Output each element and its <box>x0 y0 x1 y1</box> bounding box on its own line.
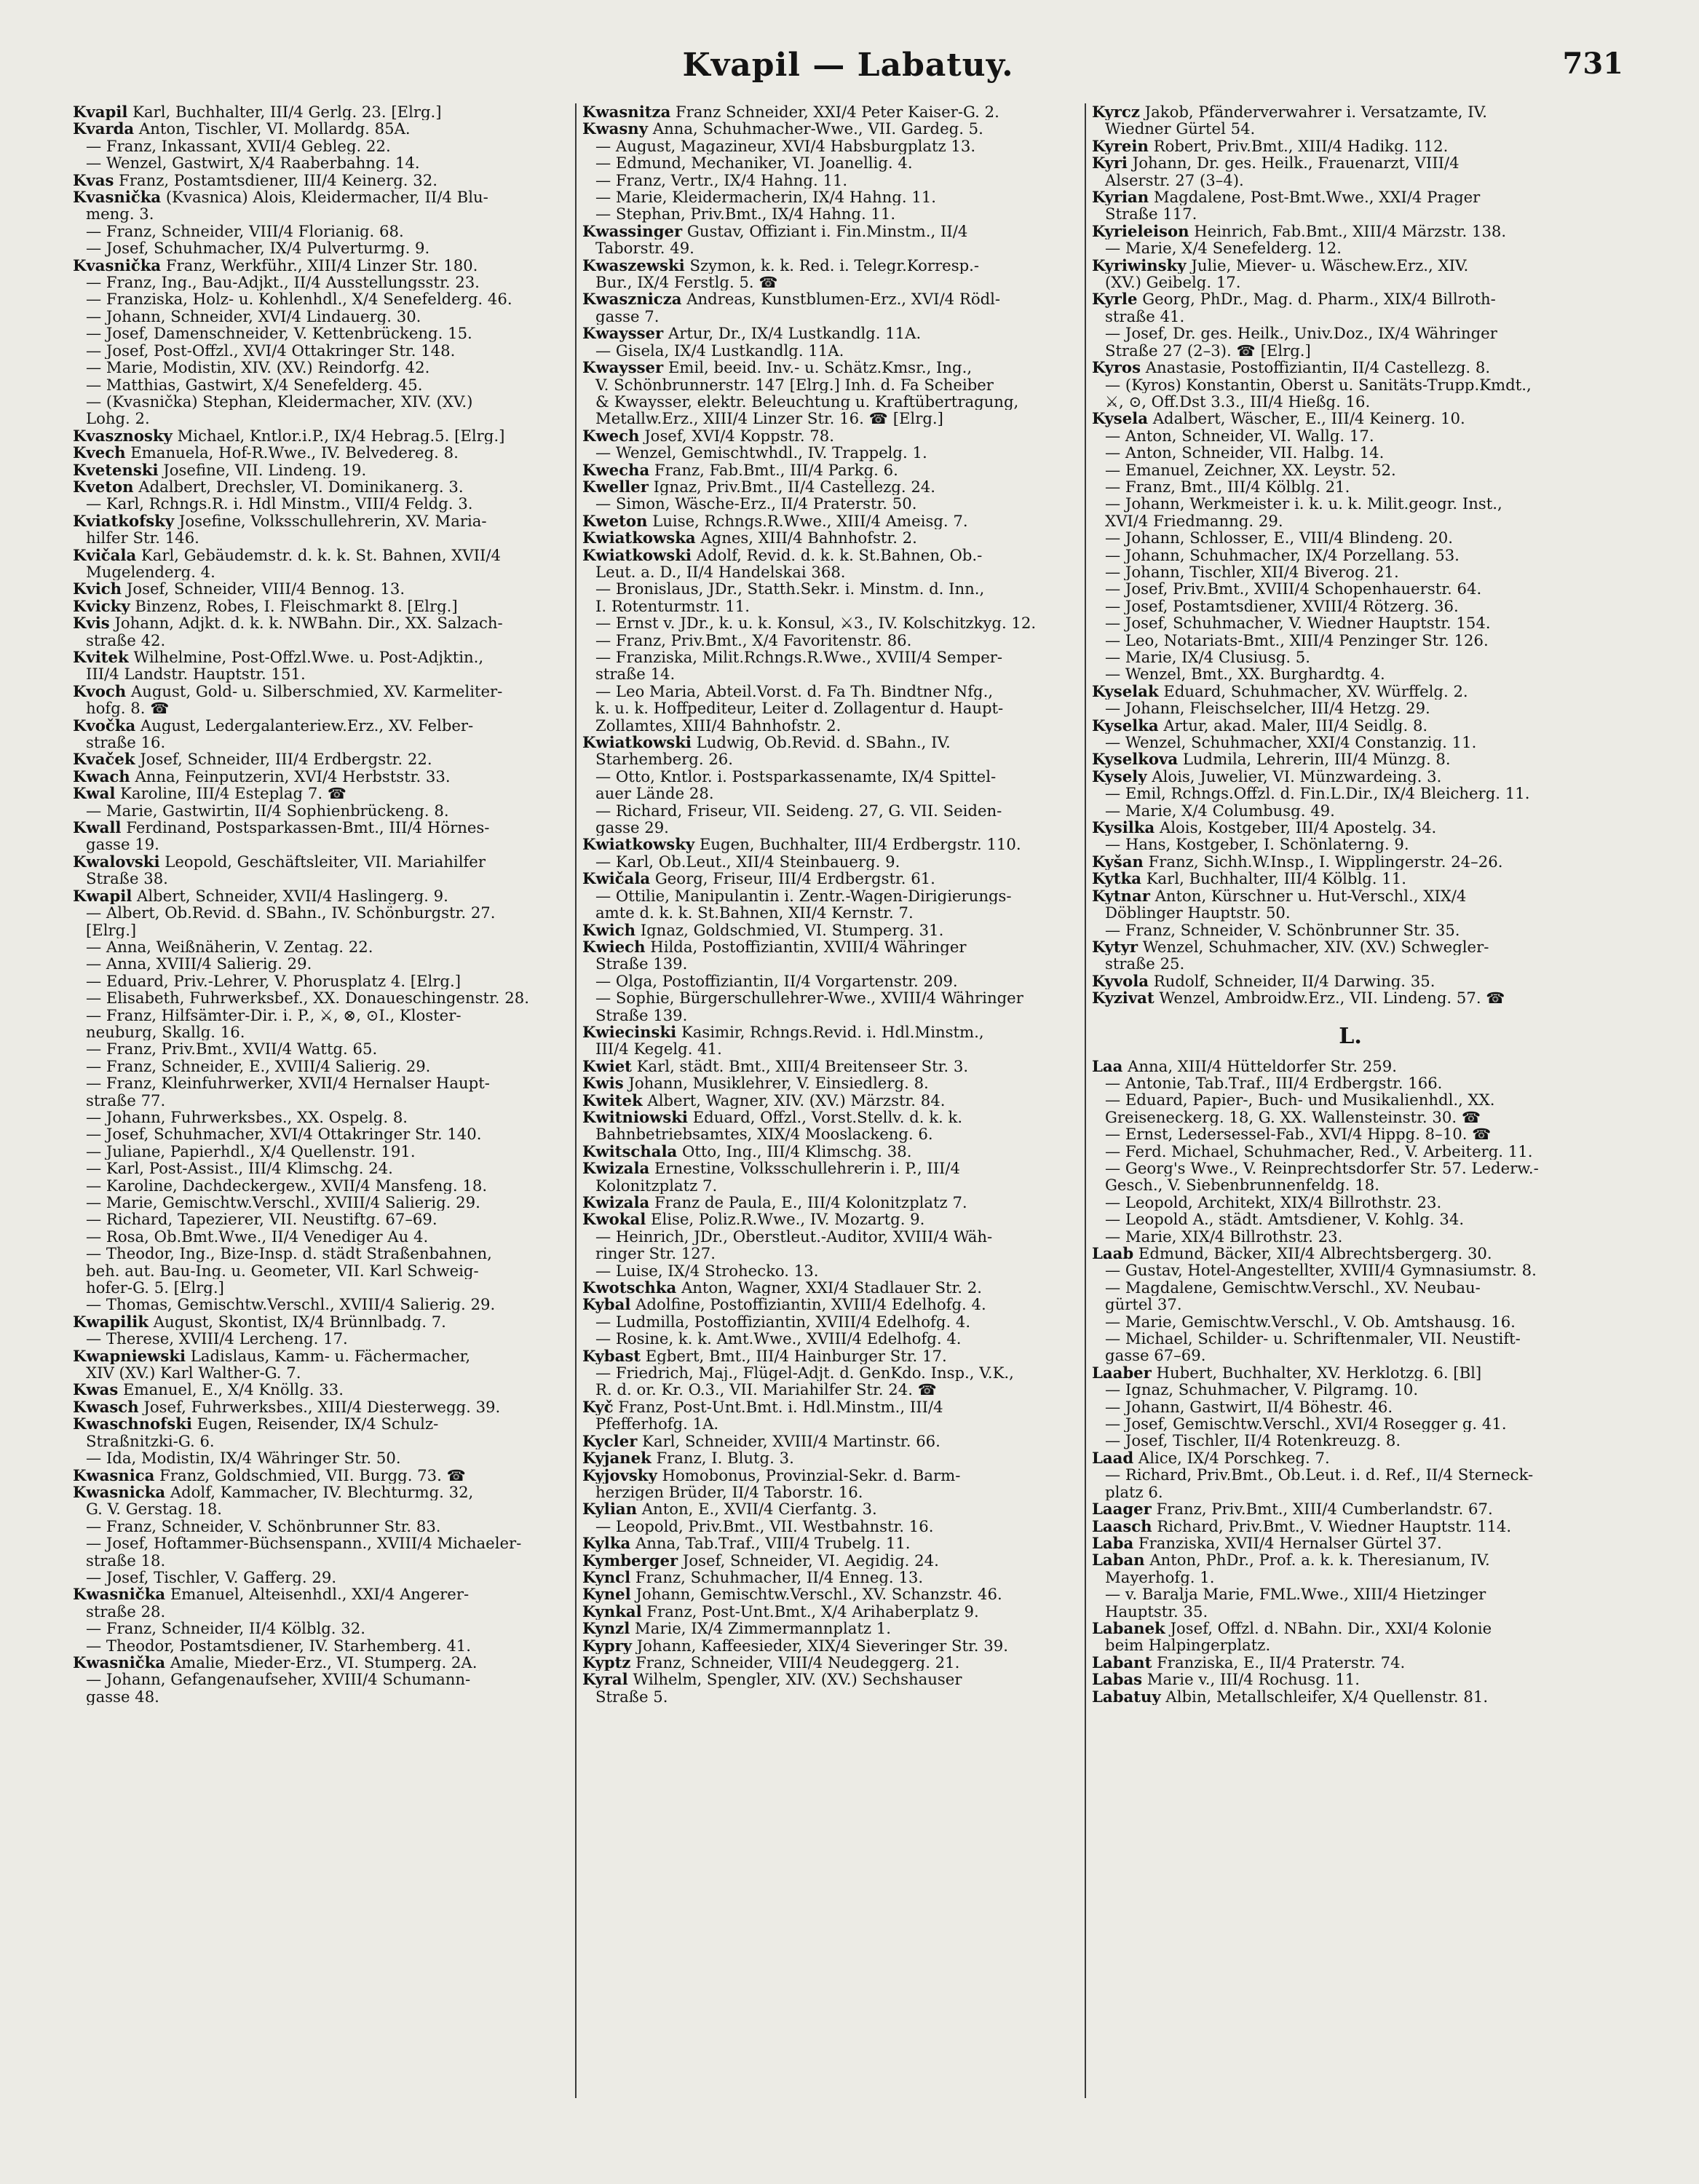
entry-sub-line: — Edmund, Mechaniker, VI. Joanellig. 4. <box>595 154 913 172</box>
entry-head-line: Kwitniowski Eduard, Offzl., Vorst.Stellv. d. k. k. <box>582 1108 963 1126</box>
entry-sub-line: — Josef, Damenschneider, V. Kettenbrückeng. 15. <box>86 325 472 342</box>
entry-sub-line: — Bronislaus, JDr., Statth.Sekr. i. Minstm. d. Inn., <box>595 580 985 598</box>
entry-sub-line: — Johann, Werkmeister i. k. u. k. Milit.geogr. Inst., <box>1105 495 1502 513</box>
entry-continuation-line: Straße 27 (2–3). ☎ [Elrg.] <box>1105 341 1311 360</box>
entry-continuation-line: gasse 7. <box>595 307 660 325</box>
entry-head-line: Kwiatkowsky Eugen, Buchhalter, III/4 Erdbergstr. 110. <box>582 836 1021 853</box>
entry-head-line: Kvarda Anton, Tischler, VI. Mollardg. 85A. <box>73 120 411 138</box>
entry-sub-line: — Therese, XVIII/4 Lercheng. 17. <box>86 1330 348 1348</box>
entry-sub-line: — Josef, Schuhmacher, IX/4 Pulverturmg. 9. <box>86 240 430 257</box>
entry-continuation-line: Straße 5. <box>595 1688 668 1706</box>
entry-sub-line: — August, Magazineur, XVI/4 Habsburgplatz 13. <box>595 137 976 155</box>
entry-continuation-line: Straße 38. <box>86 870 168 887</box>
entry-sub-line: — Franz, Kleinfuhrwerker, XVII/4 Hernalser Haupt- <box>86 1075 490 1092</box>
entry-sub-line: — Ida, Modistin, IX/4 Währinger Str. 50. <box>86 1449 401 1467</box>
entry-head-line: Laa Anna, XIII/4 Hütteldorfer Str. 259. <box>1092 1057 1397 1075</box>
entry-continuation-line: [Elrg.] <box>86 921 137 938</box>
column-divider <box>1085 103 1086 2098</box>
entry-head-line: Kyncl Franz, Schuhmacher, II/4 Enneg. 13. <box>582 1568 924 1586</box>
entry-sub-line: — Franz, Ing., Bau-Adjkt., II/4 Ausstellungsstr. 23. <box>86 274 480 291</box>
column-3 <box>1092 103 1609 2098</box>
entry-continuation-line: gasse 67–69. <box>1105 1347 1206 1364</box>
entry-head-line: Kyjovsky Homobonus, Provinzial-Sekr. d. Barm- <box>582 1466 961 1484</box>
entry-continuation-line: Wiedner Gürtel 54. <box>1105 120 1256 138</box>
entry-head-line: Kwaysser Artur, Dr., IX/4 Lustkandlg. 11A. <box>582 325 922 342</box>
entry-sub-line: — Marie, X/4 Senefelderg. 12. <box>1105 240 1342 257</box>
entry-head-line: Kwich Ignaz, Goldschmied, VI. Stumperg. 31. <box>582 921 944 938</box>
entry-head-line: Kyšan Franz, Sichh.W.Insp., I. Wipplingerstr. 24–26. <box>1092 852 1503 871</box>
entry-head-line: Kvich Josef, Schneider, VIII/4 Bennog. 13. <box>73 580 405 598</box>
entry-sub-line: — Leopold, Architekt, XIX/4 Billrothstr. 23. <box>1105 1193 1442 1211</box>
entry-sub-line: — Karl, Rchngs.R. i. Hdl Minstm., VIII/4 Feldg. 3. <box>86 495 473 513</box>
entry-sub-line: — Wenzel, Bmt., XX. Burghardtg. 4. <box>1105 665 1385 683</box>
entry-head-line: Labatuy Albin, Metallschleifer, X/4 Quellenstr. 81. <box>1092 1688 1489 1705</box>
entry-sub-line: — Karoline, Dachdeckergew., XVII/4 Mansfeng. 18. <box>86 1176 488 1194</box>
entry-sub-line: — v. Baralja Marie, FML.Wwe., XIII/4 Hietzinger <box>1105 1586 1486 1603</box>
entry-sub-line: — Franz, Schneider, V. Schönbrunner Str. 83. <box>86 1517 441 1535</box>
entry-continuation-line: gasse 19. <box>86 836 159 853</box>
entry-head-line: Kylian Anton, E., XVII/4 Cierfantg. 3. <box>582 1500 877 1518</box>
entry-sub-line: — Rosa, Ob.Bmt.Wwe., II/4 Venediger Au 4. <box>86 1227 429 1246</box>
entry-head-line: Kyselak Eduard, Schuhmacher, XV. Würffelg. 2. <box>1092 682 1468 700</box>
entry-head-line: Kyjanek Franz, I. Blutg. 3. <box>582 1449 794 1467</box>
entry-sub-line: — Johann, Fleischselcher, III/4 Hetzg. 29. <box>1105 700 1430 717</box>
entry-continuation-line: Hauptstr. 35. <box>1105 1602 1208 1620</box>
entry-head-line: Kyros Anastasie, Postoffiziantin, II/4 Castellezg. 8. <box>1092 359 1491 376</box>
entry-sub-line: — Johann, Schneider, XVI/4 Lindauerg. 30. <box>86 307 421 325</box>
entry-sub-line: — Gisela, IX/4 Lustkandlg. 11A. <box>595 341 844 360</box>
entry-head-line: Kyrein Robert, Priv.Bmt., XIII/4 Hadikg. 112. <box>1092 137 1449 155</box>
entry-head-line: Kwotschka Anton, Wagner, XXI/4 Stadlauer Str. 2. <box>582 1279 982 1297</box>
entry-head-line: Kyri Johann, Dr. ges. Heilk., Frauenarzt, VIII/4 <box>1092 154 1460 172</box>
entry-sub-line: — Franz, Schneider, V. Schönbrunner Str. 35. <box>1105 921 1460 938</box>
entry-head-line: Kwasch Josef, Fuhrwerksbes., XIII/4 Diesterwegg. 39. <box>73 1398 501 1416</box>
entry-continuation-line: hilfer Str. 146. <box>86 529 199 547</box>
entry-continuation-line: Straße 139. <box>595 955 688 973</box>
entry-sub-line: — Leo, Notariats-Bmt., XIII/4 Penzinger Str. 126. <box>1105 631 1489 649</box>
entry-sub-line: — Marie, IX/4 Clusiusg. 5. <box>1105 649 1311 666</box>
entry-head-line: Laaber Hubert, Buchhalter, XV. Herklotzg. 6. [Bl] <box>1092 1364 1482 1382</box>
entry-head-line: Kwičala Georg, Friseur, III/4 Erdbergstr. 61. <box>582 870 935 887</box>
entry-sub-line: — Wenzel, Schuhmacher, XXI/4 Constanzig. 11. <box>1105 734 1477 751</box>
entry-head-line: Kymberger Josef, Schneider, VI. Aegidig. 24. <box>582 1551 939 1569</box>
entry-sub-line: — Ignaz, Schuhmacher, V. Pilgramg. 10. <box>1105 1381 1419 1398</box>
entry-sub-line: — Josef, Post-Offzl., XVI/4 Ottakringer Str. 148. <box>86 341 456 360</box>
entry-sub-line: — Wenzel, Gastwirt, X/4 Raaberbahng. 14. <box>86 154 420 172</box>
entry-continuation-line: (XV.) Geibelg. 17. <box>1105 274 1241 291</box>
entry-sub-line: — Richard, Tapezierer, VII. Neustiftg. 67–69. <box>86 1211 437 1228</box>
entry-sub-line: — Antonie, Tab.Traf., III/4 Erdbergstr. 166. <box>1105 1074 1443 1092</box>
entry-sub-line: — Marie, Kleidermacherin, IX/4 Hahng. 11. <box>595 189 937 206</box>
entry-head-line: Labant Franziska, E., II/4 Praterstr. 74. <box>1092 1653 1406 1671</box>
entry-sub-line: — Richard, Priv.Bmt., Ob.Leut. i. d. Ref., II/4 Sterneck- <box>1105 1466 1534 1484</box>
entry-continuation-line: Pfefferhofg. 1A. <box>595 1415 719 1433</box>
entry-head-line: Kytnar Anton, Kürschner u. Hut-Verschl., XIX/4 <box>1092 887 1467 905</box>
entry-sub-line: — Franz, Priv.Bmt., X/4 Favoritenstr. 86. <box>595 631 912 649</box>
entry-sub-line: — Magdalene, Gemischtw.Verschl., XV. Neubau- <box>1105 1278 1481 1297</box>
entry-continuation-line: gasse 48. <box>86 1688 159 1706</box>
entry-continuation-line: beim Halpingerplatz. <box>1105 1637 1271 1654</box>
entry-continuation-line: hofg. 8. ☎ <box>86 700 170 717</box>
entry-head-line: Kwokal Elise, Poliz.R.Wwe., IV. Mozartg. 9. <box>582 1211 925 1228</box>
entry-head-line: Kwall Ferdinand, Postsparkassen-Bmt., III/4 Hörnes- <box>73 819 490 836</box>
entry-head-line: Laasch Richard, Priv.Bmt., V. Wiedner Hauptstr. 114. <box>1092 1517 1512 1535</box>
entry-head-line: Kwiecinski Kasimir, Rchngs.Revid. i. Hdl.Minstm., <box>582 1023 984 1041</box>
entry-continuation-line: Alserstr. 27 (3–4). <box>1105 171 1244 189</box>
entry-head-line: Kyrle Georg, PhDr., Mag. d. Pharm., XIX/4 Billroth- <box>1092 290 1496 308</box>
entry-head-line: Kynel Johann, Gemischtw.Verschl., XV. Schanzstr. 46. <box>582 1586 1002 1603</box>
entry-sub-line: — Josef, Tischler, II/4 Rotenkreuzg. 8. <box>1105 1432 1401 1449</box>
entry-sub-line: — Michael, Schilder- u. Schriftenmaler, VII. Neustift- <box>1105 1330 1521 1348</box>
entry-head-line: Kyselkova Ludmila, Lehrerin, III/4 Münzg. 8. <box>1092 751 1451 768</box>
entry-sub-line: — Friedrich, Maj., Flügel-Adjt. d. GenKdo. Insp., V.K., <box>595 1364 1014 1382</box>
entry-head-line: Kwasny Anna, Schuhmacher-Wwe., VII. Gardeg. 5. <box>582 120 983 138</box>
entry-head-line: Kvapil Karl, Buchhalter, III/4 Gerlg. 23. [Elrg.] <box>73 103 442 121</box>
entry-head-line: Kypry Johann, Kaffeesieder, XIX/4 Sieveringer Str. 39. <box>582 1637 1008 1654</box>
entry-continuation-line: III/4 Kegelg. 41. <box>595 1040 722 1058</box>
entry-sub-line: — (Kvasnička) Stephan, Kleidermacher, XIV. (XV.) <box>86 392 473 411</box>
entry-continuation-line: XVI/4 Friedmanng. 29. <box>1105 512 1283 530</box>
entry-continuation-line: herzigen Brüder, II/4 Taborstr. 16. <box>595 1483 863 1501</box>
entry-sub-line: — Georg's Wwe., V. Reinprechtsdorfer Str. 57. Lederw.- <box>1105 1159 1539 1177</box>
entry-sub-line: — Marie, Gemischtw.Verschl., XVIII/4 Salierig. 29. <box>86 1194 480 1211</box>
entry-continuation-line: Bur., IX/4 Ferstlg. 5. ☎ <box>595 274 778 291</box>
entry-head-line: Kwaysser Emil, beeid. Inv.- u. Schätz.Kmsr., Ing., <box>582 359 973 376</box>
entry-head-line: Kwalovski Leopold, Geschäftsleiter, VII. Mariahilfer <box>73 852 486 871</box>
entry-head-line: Kwal Karoline, III/4 Esteplag 7. ☎ <box>73 785 347 802</box>
entry-head-line: Kwitschala Otto, Ing., III/4 Klimschg. 38. <box>582 1142 912 1160</box>
entry-sub-line: — Leopold A., städt. Amtsdiener, V. Kohlg. 34. <box>1105 1211 1465 1228</box>
entry-continuation-line: ⚔, ⊙, Off.Dst 3.3., III/4 Hießg. 16. <box>1105 392 1371 411</box>
entry-sub-line: — Anton, Schneider, VII. Halbg. 14. <box>1105 444 1385 462</box>
entry-head-line: Kytyr Wenzel, Schuhmacher, XIV. (XV.) Schwegler- <box>1092 938 1489 956</box>
entry-sub-line: — Richard, Friseur, VII. Seideng. 27, G. VII. Seiden- <box>595 802 1002 820</box>
entry-sub-line: — Josef, Schuhmacher, V. Wiedner Hauptstr. 154. <box>1105 614 1491 632</box>
entry-head-line: Kweller Ignaz, Priv.Bmt., II/4 Castellezg. 24. <box>582 478 936 496</box>
entry-head-line: Kvas Franz, Postamtsdiener, III/4 Keinerg. 32. <box>73 171 437 189</box>
entry-continuation-line: straße 18. <box>86 1551 166 1569</box>
entry-sub-line: — (Kyros) Konstantin, Oberst u. Sanitäts-Trupp.Kmdt., <box>1105 376 1532 393</box>
entry-sub-line: — Emil, Rchngs.Offzl. d. Fin.L.Dir., IX/4 Bleicherg. 11. <box>1105 785 1530 802</box>
entry-continuation-line: platz 6. <box>1105 1483 1163 1501</box>
entry-head-line: Kysely Alois, Juwelier, VI. Münzwardeing. 3. <box>1092 767 1442 786</box>
entry-continuation-line: G. V. Gerstag. 18. <box>86 1500 223 1518</box>
entry-head-line: Kycler Karl, Schneider, XVIII/4 Martinstr. 66. <box>582 1432 940 1450</box>
entry-head-line: Kwis Johann, Musiklehrer, V. Einsiedlerg. 8. <box>582 1075 929 1092</box>
entry-continuation-line: amte d. k. k. St.Bahnen, XII/4 Kernstr. 7. <box>595 904 914 922</box>
entry-head-line: Kysilka Alois, Kostgeber, III/4 Apostelg. 34. <box>1092 819 1437 836</box>
entry-sub-line: — Karl, Post-Assist., III/4 Klimschg. 24. <box>86 1160 393 1177</box>
entry-head-line: Kvičala Karl, Gebäudemstr. d. k. k. St. Bahnen, XVII/4 <box>73 546 501 563</box>
column-1 <box>73 103 568 2098</box>
entry-continuation-line: R. d. or. Kr. O.3., VII. Mariahilfer Str. 24. ☎ <box>595 1381 938 1398</box>
entry-sub-line: — Johann, Tischler, XII/4 Biverog. 21. <box>1105 563 1399 581</box>
entry-continuation-line: III/4 Landstr. Hauptstr. 151. <box>86 665 306 683</box>
entry-head-line: Kyrian Magdalene, Post-Bmt.Wwe., XXI/4 Prager <box>1092 189 1481 206</box>
entry-head-line: Kwapniewski Ladislaus, Kamm- u. Fächermacher, <box>73 1347 471 1365</box>
entry-sub-line: — Marie, X/4 Columbusg. 49. <box>1105 802 1335 820</box>
entry-head-line: Kyvola Rudolf, Schneider, II/4 Darwing. 35. <box>1092 972 1435 990</box>
entry-sub-line: — Juliane, Papierhdl., X/4 Quellenstr. 191. <box>86 1142 416 1160</box>
entry-head-line: Kvasznosky Michael, Kntlor.i.P., IX/4 Hebrag.5. [Elrg.] <box>73 427 505 445</box>
page-header <box>73 42 1623 93</box>
entry-sub-line: — Simon, Wäsche-Erz., II/4 Praterstr. 50. <box>595 495 917 513</box>
entry-sub-line: — Franz, Priv.Bmt., XVII/4 Wattg. 65. <box>86 1040 378 1058</box>
entry-head-line: Kviatkofsky Josefine, Volksschullehrerin, XV. Maria- <box>73 512 487 530</box>
entry-continuation-line: straße 25. <box>1105 955 1185 973</box>
entry-head-line: Kylka Anna, Tab.Traf., VIII/4 Trubelg. 11. <box>582 1535 911 1552</box>
entry-continuation-line: Gesch., V. Siebenbrunnenfeldg. 18. <box>1105 1176 1379 1194</box>
entry-head-line: Laager Franz, Priv.Bmt., XIII/4 Cumberlandstr. 67. <box>1092 1500 1493 1518</box>
entry-sub-line: — Ludmilla, Postoffiziantin, XVIII/4 Edelhofg. 4. <box>595 1313 971 1331</box>
entry-sub-line: — Franz, Vertr., IX/4 Hahng. 11. <box>595 171 848 189</box>
entry-continuation-line: Metallw.Erz., XIII/4 Linzer Str. 16. ☎ [Elrg.] <box>595 410 943 427</box>
entry-sub-line: — Gustav, Hotel-Angestellter, XVIII/4 Gymnasiumstr. 8. <box>1105 1262 1537 1279</box>
column-divider <box>575 103 577 2098</box>
entry-sub-line: — Marie, Gemischtw.Verschl., V. Ob. Amtshausg. 16. <box>1105 1313 1516 1331</box>
entry-head-line: Kwiatkowski Adolf, Revid. d. k. k. St.Bahnen, Ob.- <box>582 546 983 563</box>
entry-head-line: Kyrcz Jakob, Pfänderverwahrer i. Versatzamte, IV. <box>1092 103 1487 121</box>
entry-head-line: Labanek Josef, Offzl. d. NBahn. Dir., XXI/4 Kolonie <box>1092 1619 1492 1637</box>
entry-sub-line: — Matthias, Gastwirt, X/4 Senefelderg. 45. <box>86 376 423 393</box>
entry-sub-line: — Johann, Schuhmacher, IX/4 Porzellang. 53. <box>1105 546 1460 563</box>
entry-sub-line: — Josef, Priv.Bmt., XVIII/4 Schopenhauerstr. 64. <box>1105 580 1482 598</box>
entry-sub-line: — Franziska, Milit.Rchngs.R.Wwe., XVIII/4 Semper- <box>595 649 1003 666</box>
entry-head-line: Kwasnitza Franz Schneider, XXI/4 Peter Kaiser-G. 2. <box>582 103 999 121</box>
entry-sub-line: — Olga, Postoffiziantin, II/4 Vorgartenstr. 209. <box>595 972 958 990</box>
entry-head-line: Kvicky Binzenz, Robes, I. Fleischmarkt 8. [Elrg.] <box>73 597 458 615</box>
entry-sub-line: — Josef, Schuhmacher, XVI/4 Ottakringer Str. 140. <box>86 1125 482 1143</box>
entry-head-line: Kvasnička Franz, Werkführ., XIII/4 Linzer Str. 180. <box>73 256 478 274</box>
entry-sub-line: — Elisabeth, Fuhrwerksbef., XX. Donaueschingenstr. 28. <box>86 989 529 1007</box>
entry-continuation-line: straße 16. <box>86 734 166 751</box>
entry-head-line: Kynzl Marie, IX/4 Zimmermannplatz 1. <box>582 1620 892 1637</box>
entry-continuation-line: Straße 139. <box>595 1006 688 1024</box>
entry-continuation-line: Döblinger Hauptstr. 50. <box>1105 904 1291 922</box>
entry-sub-line: — Stephan, Priv.Bmt., IX/4 Hahng. 11. <box>595 205 896 223</box>
entry-sub-line: — Franz, Schneider, VIII/4 Florianig. 68. <box>86 222 404 240</box>
entry-continuation-line: k. u. k. Hoffpediteur, Leiter d. Zollagentur d. Haupt- <box>595 700 1004 717</box>
entry-head-line: Kybast Egbert, Bmt., III/4 Hainburger Str. 17. <box>582 1347 947 1365</box>
entry-sub-line: — Anna, XVIII/4 Salierig. 29. <box>86 955 312 973</box>
entry-sub-line: — Sophie, Bürgerschullehrer-Wwe., XVIII/4 Währinger <box>595 989 1023 1007</box>
entry-continuation-line: Leut. a. D., II/4 Handelskai 368. <box>595 563 846 581</box>
entry-continuation-line: ringer Str. 127. <box>595 1245 716 1262</box>
entry-head-line: Kvaček Josef, Schneider, III/4 Erdbergstr. 22. <box>73 751 432 768</box>
entry-sub-line: — Leo Maria, Abteil.Vorst. d. Fa Th. Bindtner Nfg., <box>595 682 994 700</box>
entry-head-line: Laban Anton, PhDr., Prof. a. k. k. Theresianum, IV. <box>1092 1551 1490 1569</box>
entry-head-line: Kyriwinsky Julie, Miever- u. Wäschew.Erz., XIV. <box>1092 256 1469 274</box>
running-title: Kvapil — Labatuy. <box>682 47 1014 84</box>
entry-head-line: Kwapil Albert, Schneider, XVII/4 Haslingerg. 9. <box>73 887 448 905</box>
entry-sub-line: — Johann, Gastwirt, II/4 Böhestr. 46. <box>1105 1398 1393 1416</box>
entry-sub-line: — Franziska, Holz- u. Kohlenhdl., X/4 Senefelderg. 46. <box>86 290 512 308</box>
entry-head-line: Kynkal Franz, Post-Unt.Bmt., X/4 Arihaberplatz 9. <box>582 1602 979 1621</box>
entry-head-line: Laba Franziska, XVII/4 Hernalser Gürtel 37. <box>1092 1534 1442 1552</box>
entry-sub-line: — Franz, Schneider, II/4 Kölblg. 32. <box>86 1620 365 1637</box>
entry-sub-line: — Wenzel, Gemischtwhdl., IV. Trappelg. 1. <box>595 444 927 462</box>
entry-head-line: Kvoch August, Gold- u. Silberschmied, XV. Karmeliter- <box>73 682 503 700</box>
entry-sub-line: — Ernst, Ledersessel-Fab., XVI/4 Hippg. 8–10. ☎ <box>1105 1125 1492 1143</box>
entry-continuation-line: Mayerhofg. 1. <box>1105 1568 1215 1586</box>
entry-sub-line: — Eduard, Papier-, Buch- und Musikalienhdl., XX. <box>1105 1091 1495 1109</box>
entry-head-line: Kvasnička (Kvasnica) Alois, Kleidermacher, II/4 Blu- <box>73 189 488 206</box>
entry-sub-line: — Marie, Modistin, XIV. (XV.) Reindorfg. 42. <box>86 359 430 376</box>
entry-sub-line: — Theodor, Ing., Bize-Insp. d. städt Straßenbahnen, <box>86 1245 492 1262</box>
page-number: 731 <box>1562 47 1623 81</box>
entry-head-line: Kwitek Albert, Wagner, XIV. (XV.) Märzstr. 84. <box>582 1091 946 1109</box>
entry-sub-line: — Ferd. Michael, Schuhmacher, Red., V. Arbeiterg. 11. <box>1105 1142 1533 1160</box>
entry-head-line: Kytka Karl, Buchhalter, III/4 Kölblg. 11. <box>1092 870 1406 887</box>
entry-sub-line: — Franz, Inkassant, XVII/4 Gebleg. 22. <box>86 137 391 155</box>
entry-continuation-line: auer Lände 28. <box>595 785 714 802</box>
section-letter: L. <box>1339 1023 1362 1049</box>
entry-head-line: Laad Alice, IX/4 Porschkeg. 7. <box>1092 1449 1330 1467</box>
entry-continuation-line: hofer-G. 5. [Elrg.] <box>86 1279 224 1297</box>
entry-sub-line: — Otto, Kntlor. i. Postsparkassenamte, IX/4 Spittel- <box>595 767 997 786</box>
entry-continuation-line: straße 28. <box>86 1602 166 1621</box>
entry-continuation-line: straße 77. <box>86 1091 166 1109</box>
entry-sub-line: — Albert, Ob.Revid. d. SBahn., IV. Schönburgstr. 27. <box>86 904 496 922</box>
entry-head-line: Kwiech Hilda, Postoffiziantin, XVIII/4 Währinger <box>582 938 967 956</box>
entry-continuation-line: Bahnbetriebsamtes, XIX/4 Mooslackeng. 6. <box>595 1125 933 1143</box>
entry-continuation-line: Mugelenderg. 4. <box>86 563 215 581</box>
entry-sub-line: — Franz, Hilfsämter-Dir. i. P., ⚔, ⊗, ⊙I., Kloster- <box>86 1006 462 1024</box>
entry-sub-line: — Ottilie, Manipulantin i. Zentr.-Wagen-Dirigierungs- <box>595 887 1012 905</box>
entry-sub-line: — Theodor, Postamtsdiener, IV. Starhemberg. 41. <box>86 1637 472 1654</box>
entry-continuation-line: & Kwaysser, elektr. Beleuchtung u. Kraftübertragung, <box>595 392 1019 411</box>
entry-head-line: Kwiet Karl, städt. Bmt., XIII/4 Breitenseer Str. 3. <box>582 1057 969 1075</box>
entry-continuation-line: Zollamtes, XIII/4 Bahnhofstr. 2. <box>595 716 841 735</box>
entry-sub-line: — Josef, Postamtsdiener, XVIII/4 Rötzerg. 36. <box>1105 597 1459 615</box>
entry-continuation-line: V. Schönbrunnerstr. 147 [Elrg.] Inh. d. Fa Scheiber <box>595 376 994 393</box>
entry-head-line: Kwiatkowski Ludwig, Ob.Revid. d. SBahn., IV. <box>582 734 951 751</box>
directory-columns <box>73 103 1623 2098</box>
entry-head-line: Kwasnička Emanuel, Alteisenhdl., XXI/4 Angerer- <box>73 1586 470 1603</box>
entry-sub-line: — Eduard, Priv.-Lehrer, V. Phorusplatz 4. [Elrg.] <box>86 972 461 990</box>
entry-continuation-line: Kolonitzplatz 7. <box>595 1176 718 1194</box>
entry-continuation-line: straße 41. <box>1105 307 1185 325</box>
entry-sub-line: — Marie, Gastwirtin, II/4 Sophienbrückeng. 8. <box>86 802 449 820</box>
entry-head-line: Kwizala Ernestine, Volksschullehrerin i. P., III/4 <box>582 1160 961 1177</box>
entry-continuation-line: Straße 117. <box>1105 205 1197 223</box>
entry-head-line: Kwas Emanuel, E., X/4 Knöllg. 33. <box>73 1381 344 1398</box>
entry-sub-line: — Emanuel, Zeichner, XX. Leystr. 52. <box>1105 461 1396 478</box>
entry-continuation-line: straße 14. <box>595 665 676 683</box>
entry-head-line: Kwiatkowska Agnes, XIII/4 Bahnhofstr. 2. <box>582 529 917 547</box>
entry-head-line: Kweton Luise, Rchngs.R.Wwe., XIII/4 Ameisg. 7. <box>582 512 968 530</box>
entry-sub-line: — Johann, Schlosser, E., VIII/4 Blindeng. 20. <box>1105 529 1454 547</box>
entry-head-line: Kvech Emanuela, Hof-R.Wwe., IV. Belvedereg. 8. <box>73 444 459 462</box>
entry-sub-line: — Marie, XIX/4 Billrothstr. 23. <box>1105 1227 1343 1245</box>
entry-continuation-line: Taborstr. 49. <box>595 240 694 257</box>
entry-head-line: Kwecha Franz, Fab.Bmt., III/4 Parkg. 6. <box>582 461 898 478</box>
entry-continuation-line: Greiseneckerg. 18, G. XX. Wallensteinstr. 30. ☎ <box>1105 1108 1481 1126</box>
entry-head-line: Kvitek Wilhelmine, Post-Offzl.Wwe. u. Post-Adjktin., <box>73 649 484 666</box>
entry-head-line: Kwasznicza Andreas, Kunstblumen-Erz., XVI/4 Rödl- <box>582 290 1001 308</box>
entry-sub-line: — Franz, Bmt., III/4 Kölblg. 21. <box>1105 478 1350 496</box>
entry-head-line: Kwasnička Amalie, Mieder-Erz., VI. Stumperg. 2A. <box>73 1653 478 1671</box>
entry-sub-line: — Thomas, Gemischtw.Verschl., XVIII/4 Salierig. 29. <box>86 1296 496 1313</box>
entry-sub-line: — Franz, Schneider, E., XVIII/4 Salierig. 29. <box>86 1057 431 1075</box>
entry-head-line: Kwasnica Franz, Goldschmied, VII. Burgg. 73. ☎ <box>73 1466 466 1484</box>
entry-head-line: Laab Edmund, Bäcker, XII/4 Albrechtsbergerg. 30. <box>1092 1245 1492 1262</box>
entry-continuation-line: Starhemberg. 26. <box>595 751 734 768</box>
entry-sub-line: — Josef, Gemischtw.Verschl., XVI/4 Rosegger g. 41. <box>1105 1415 1507 1433</box>
entry-continuation-line: Straßnitzki-G. 6. <box>86 1432 215 1450</box>
entry-sub-line: — Johann, Gefangenaufseher, XVIII/4 Schumann- <box>86 1671 471 1688</box>
entry-head-line: Kyzivat Wenzel, Ambroidw.Erz., VII. Lindeng. 57. ☎ <box>1092 989 1505 1007</box>
entry-continuation-line: XIV (XV.) Karl Walther-G. 7. <box>86 1364 301 1382</box>
entry-head-line: Kwaschnofski Eugen, Reisender, IX/4 Schulz- <box>73 1415 439 1433</box>
entry-continuation-line: Lohg. 2. <box>86 410 150 427</box>
entry-head-line: Kyrieleison Heinrich, Fab.Bmt., XIII/4 Märzstr. 138. <box>1092 222 1507 240</box>
entry-continuation-line: beh. aut. Bau-Ing. u. Geometer, VII. Karl Schweig- <box>86 1262 479 1280</box>
column-2 <box>582 103 1077 2098</box>
entry-sub-line: — Ernst v. JDr., k. u. k. Konsul, ⚔3., IV. Kolschitzkyg. 12. <box>595 614 1037 632</box>
entry-sub-line: — Leopold, Priv.Bmt., VII. Westbahnstr. 16. <box>595 1517 934 1535</box>
entry-head-line: Kwach Anna, Feinputzerin, XVI/4 Herbststr. 33. <box>73 767 451 786</box>
entry-sub-line: — Luise, IX/4 Strohecko. 13. <box>595 1262 819 1280</box>
entry-continuation-line: straße 42. <box>86 631 166 649</box>
entry-head-line: Kvetenski Josefine, VII. Lindeng. 19. <box>73 461 367 478</box>
entry-continuation-line: I. Rotenturmstr. 11. <box>595 597 750 615</box>
entry-head-line: Kwech Josef, XVI/4 Koppstr. 78. <box>582 427 835 445</box>
entry-continuation-line: gürtel 37. <box>1105 1296 1182 1313</box>
entry-head-line: Kyptz Franz, Schneider, VIII/4 Neudeggerg. 21. <box>582 1653 960 1671</box>
entry-head-line: Kwapilik August, Skontist, IX/4 Brünnlbadg. 7. <box>73 1313 446 1331</box>
entry-head-line: Kyral Wilhelm, Spengler, XIV. (XV.) Sechshauser <box>582 1671 962 1688</box>
entry-head-line: Kysela Adalbert, Wäscher, E., III/4 Keinerg. 10. <box>1092 410 1465 427</box>
entry-continuation-line: meng. 3. <box>86 205 154 223</box>
entry-head-line: Kyč Franz, Post-Unt.Bmt. i. Hdl.Minstm., III/4 <box>582 1398 943 1416</box>
entry-head-line: Kyselka Artur, akad. Maler, III/4 Seidlg. 8. <box>1092 716 1428 735</box>
entry-sub-line: — Heinrich, JDr., Oberstleut.-Auditor, XVIII/4 Wäh- <box>595 1227 993 1246</box>
entry-head-line: Kwizala Franz de Paula, E., III/4 Kolonitzplatz 7. <box>582 1194 967 1211</box>
entry-head-line: Kwasnicka Adolf, Kammacher, IV. Blechturmg. 32, <box>73 1483 474 1501</box>
entry-sub-line: — Josef, Hoftammer-Büchsenspann., XVIII/4 Michaeler- <box>86 1535 522 1552</box>
entry-head-line: Kybal Adolfine, Postoffiziantin, XVIII/4 Edelhofg. 4. <box>582 1296 986 1313</box>
entry-sub-line: — Karl, Ob.Leut., XII/4 Steinbauerg. 9. <box>595 852 900 871</box>
entry-head-line: Kwassinger Gustav, Offiziant i. Fin.Minstm., II/4 <box>582 222 968 240</box>
entry-continuation-line: neuburg, Skallg. 16. <box>86 1023 245 1041</box>
entry-sub-line: — Johann, Fuhrwerksbes., XX. Ospelg. 8. <box>86 1108 408 1126</box>
entry-sub-line: — Rosine, k. k. Amt.Wwe., XVIII/4 Edelhofg. 4. <box>595 1330 962 1348</box>
entry-sub-line: — Anna, Weißnäherin, V. Zentag. 22. <box>86 938 373 956</box>
entry-sub-line: — Josef, Dr. ges. Heilk., Univ.Doz., IX/4 Währinger <box>1105 325 1497 342</box>
entry-head-line: Kveton Adalbert, Drechsler, VI. Dominikanerg. 3. <box>73 478 464 496</box>
entry-sub-line: — Hans, Kostgeber, I. Schönlaterng. 9. <box>1105 836 1409 853</box>
entry-continuation-line: gasse 29. <box>595 819 669 836</box>
entry-head-line: Kvočka August, Ledergalanteriew.Erz., XV. Felber- <box>73 716 474 735</box>
entry-head-line: Kvis Johann, Adjkt. d. k. k. NWBahn. Dir., XX. Salzach- <box>73 614 503 632</box>
entry-sub-line: — Josef, Tischler, V. Gafferg. 29. <box>86 1568 337 1586</box>
entry-head-line: Kwaszewski Szymon, k. k. Red. i. Telegr.Korresp.- <box>582 256 980 274</box>
entry-sub-line: — Anton, Schneider, VI. Wallg. 17. <box>1105 427 1374 445</box>
entry-head-line: Labas Marie v., III/4 Rochusg. 11. <box>1092 1671 1360 1688</box>
